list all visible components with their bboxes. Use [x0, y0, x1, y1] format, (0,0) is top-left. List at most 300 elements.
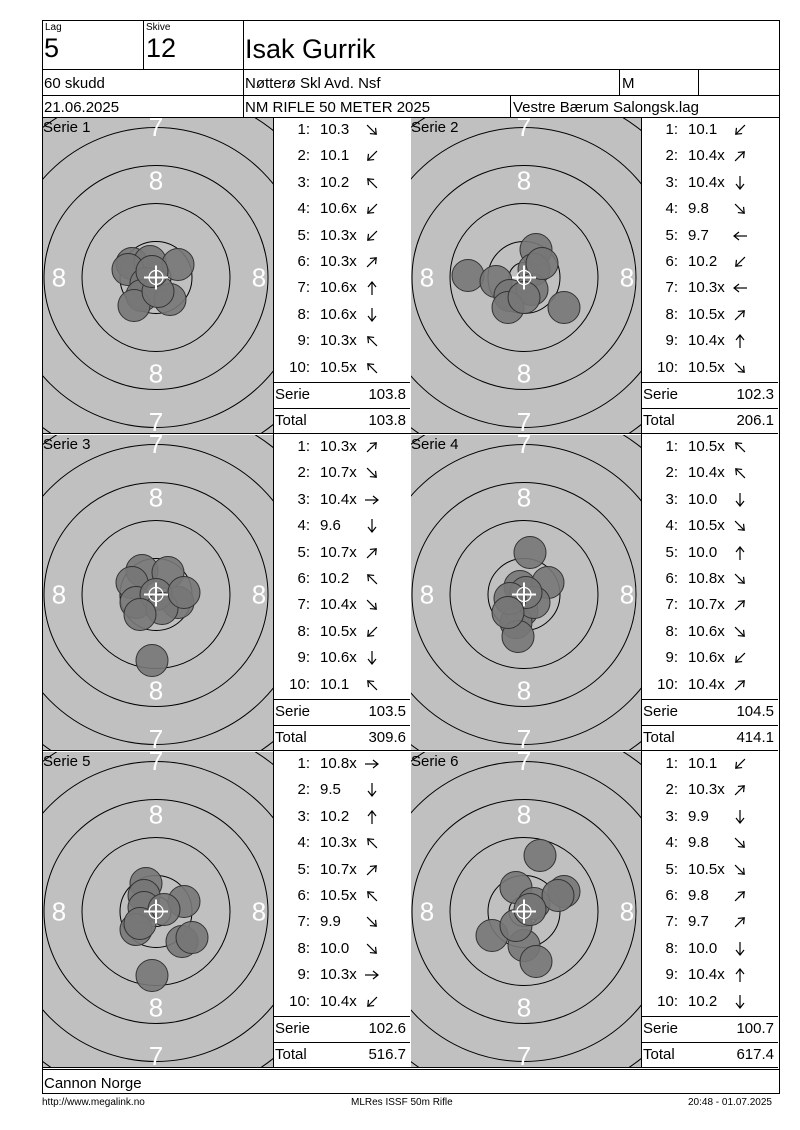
shot-number: 5: [665, 543, 678, 561]
shot-row [648, 755, 776, 775]
shot-value: 10.0 [688, 543, 718, 561]
serie-sum-label: Serie [643, 1020, 679, 1037]
shot-number: 7: [665, 596, 678, 614]
lag-label: Lag [45, 22, 62, 33]
shot-value: 10.6x [688, 649, 725, 667]
shot-hole [176, 922, 208, 954]
direction-arrow-icon [732, 941, 748, 957]
total-sum-label: Total [643, 1046, 675, 1063]
shot-row [280, 438, 408, 458]
serie-sum-label: Serie [275, 1020, 311, 1037]
shot-number: 1: [665, 438, 678, 455]
serie-sum-label: Serie [275, 703, 311, 720]
shot-value: 10.4x [688, 464, 725, 482]
direction-arrow-icon [732, 545, 748, 561]
shot-number: 8: [665, 939, 678, 957]
shot-row [280, 649, 408, 669]
total-sum-label: Total [643, 412, 675, 429]
serie-sum-value: 103.8 [368, 386, 406, 403]
shot-number: 9: [665, 966, 678, 984]
target-divider [641, 751, 642, 1068]
shot-row [280, 913, 408, 933]
shot-row [280, 121, 408, 141]
competition-date: 21.06.2025 [44, 99, 120, 116]
direction-arrow-icon [732, 571, 748, 587]
direction-arrow-icon [732, 492, 748, 508]
shot-number: 5: [297, 860, 310, 878]
shot-row [280, 359, 408, 379]
shot-value: 10.4x [688, 966, 725, 984]
ring-number-label: 8 [51, 579, 67, 610]
shot-row [280, 332, 408, 352]
direction-arrow-icon [732, 307, 748, 323]
shot-number: 5: [665, 226, 678, 244]
shot-value: 9.8 [688, 834, 709, 852]
shot-row [648, 861, 776, 881]
shot-number: 3: [665, 807, 678, 825]
shot-number: 5: [297, 543, 310, 561]
shot-number: 9: [297, 966, 310, 984]
direction-arrow-icon [364, 994, 380, 1010]
shot-row [648, 993, 776, 1013]
shot-value: 9.9 [320, 913, 341, 931]
shot-count: 60 skudd [44, 75, 105, 92]
shot-row [280, 755, 408, 775]
shot-value: 9.5 [320, 781, 341, 799]
target-divider [641, 434, 642, 751]
shot-value: 10.2 [320, 570, 350, 587]
shot-value: 10.7x [320, 464, 357, 482]
shot-number: 2: [665, 781, 678, 799]
shot-number: 3: [297, 490, 310, 508]
shot-value: 10.2 [320, 173, 350, 191]
footer-url[interactable]: http://www.megalink.no [42, 1097, 145, 1108]
direction-arrow-icon [364, 624, 380, 640]
serie-sum-value: 102.6 [368, 1020, 406, 1037]
series-block [410, 117, 778, 434]
shot-value: 10.2 [688, 992, 718, 1010]
shot-hole [492, 597, 524, 629]
shot-row [648, 596, 776, 616]
direction-arrow-icon [364, 888, 380, 904]
shot-row [648, 306, 776, 326]
direction-arrow-icon [732, 967, 748, 983]
shot-row [648, 834, 776, 854]
target-divider [273, 117, 274, 434]
total-sum-label: Total [643, 729, 675, 746]
shot-row [280, 596, 408, 616]
shot-number: 2: [297, 464, 310, 482]
shot-number: 10: [657, 675, 678, 693]
direction-arrow-icon [364, 439, 380, 455]
direction-arrow-icon [732, 254, 748, 270]
shot-number: 5: [665, 860, 678, 878]
shot-hole [514, 537, 546, 569]
footer-timestamp: 20:48 - 01.07.2025 [688, 1097, 772, 1108]
shot-row [648, 491, 776, 511]
shot-value: 10.4x [320, 992, 357, 1010]
shot-number: 5: [297, 226, 310, 244]
shot-row [280, 676, 408, 696]
shot-row [280, 940, 408, 960]
shot-number: 3: [665, 173, 678, 191]
summary-top-border [641, 699, 778, 700]
total-sum-value: 617.4 [736, 1046, 774, 1063]
target-face [411, 435, 641, 750]
series-block [410, 751, 778, 1068]
shot-row [280, 174, 408, 194]
direction-arrow-icon [732, 914, 748, 930]
summary-top-border [273, 699, 410, 700]
shot-number: 10: [657, 992, 678, 1010]
ring-number-label: 7 [516, 118, 532, 142]
total-sum-label: Total [275, 729, 307, 746]
target-face [43, 118, 273, 433]
block-bottom-border [42, 1067, 410, 1068]
shot-value: 10.4x [688, 147, 725, 165]
shot-row [280, 834, 408, 854]
summary-top-border [273, 382, 410, 383]
shot-number: 4: [297, 517, 310, 535]
direction-arrow-icon [732, 756, 748, 772]
shot-value: 10.3x [320, 438, 357, 455]
shot-row [648, 227, 776, 247]
club-name: Nøtterø Skl Avd. Nsf [245, 75, 381, 92]
shot-row [648, 517, 776, 537]
shot-value: 9.8 [688, 887, 709, 904]
ring-number-label: 8 [619, 262, 635, 293]
direction-arrow-icon [364, 677, 380, 693]
direction-arrow-icon [732, 650, 748, 666]
shot-value: 10.3x [320, 253, 357, 270]
shot-value: 10.2 [320, 807, 350, 825]
shot-row [280, 253, 408, 273]
direction-arrow-icon [364, 307, 380, 323]
shot-number: 1: [297, 438, 310, 455]
series-block [42, 751, 410, 1068]
ring-number-label: 8 [516, 165, 532, 196]
shot-number: 6: [297, 253, 310, 270]
ring-number-label: 8 [516, 358, 532, 389]
shot-row [648, 147, 776, 167]
serie-sum-label: Serie [643, 386, 679, 403]
direction-arrow-icon [732, 465, 748, 481]
shot-value: 10.3x [320, 226, 357, 244]
shot-row [648, 966, 776, 986]
shot-number: 10: [289, 675, 310, 693]
series-label: Serie 4 [411, 436, 459, 453]
shot-value: 10.1 [320, 147, 350, 165]
skive-label: Skive [146, 22, 171, 33]
shot-number: 8: [665, 305, 678, 323]
shot-number: 4: [665, 834, 678, 852]
shot-number: 4: [297, 834, 310, 852]
shooter-name: Isak Gurrik [245, 34, 376, 64]
direction-arrow-icon [364, 465, 380, 481]
direction-arrow-icon [364, 333, 380, 349]
shot-value: 10.8x [688, 570, 725, 587]
direction-arrow-icon [732, 624, 748, 640]
shot-value: 10.1 [688, 121, 718, 138]
ring-number-label: 8 [516, 799, 532, 830]
shot-value: 10.0 [688, 490, 718, 508]
series-label: Serie 3 [43, 436, 91, 453]
shot-value: 10.1 [320, 675, 350, 693]
ring-number-label: 8 [251, 262, 267, 293]
summary-mid-border [273, 725, 410, 726]
summary-mid-border [641, 408, 778, 409]
shot-row [280, 517, 408, 537]
shot-number: 9: [665, 649, 678, 667]
shot-row [648, 913, 776, 933]
shot-number: 6: [665, 887, 678, 904]
direction-arrow-icon [364, 175, 380, 191]
ring-number-label: 7 [148, 407, 164, 433]
shot-row [280, 570, 408, 590]
shot-value: 10.3x [320, 834, 357, 852]
shot-number: 9: [665, 332, 678, 350]
shot-row [648, 253, 776, 273]
shot-value: 10.1 [688, 755, 718, 772]
ring-number-label: 8 [419, 896, 435, 927]
serie-sum-value: 104.5 [736, 703, 774, 720]
shot-value: 10.4x [688, 675, 725, 693]
target-divider [273, 751, 274, 1068]
shot-number: 8: [297, 305, 310, 323]
direction-arrow-icon [732, 835, 748, 851]
total-sum-value: 103.8 [368, 412, 406, 429]
ring-number-label: 8 [148, 799, 164, 830]
target-divider [273, 434, 274, 751]
shot-row [648, 649, 776, 669]
summary-mid-border [273, 408, 410, 409]
direction-arrow-icon [364, 597, 380, 613]
shot-row [280, 993, 408, 1013]
shot-hole [452, 260, 484, 292]
shot-number: 6: [297, 887, 310, 904]
shot-row [280, 306, 408, 326]
shot-row [280, 200, 408, 220]
shot-value: 9.7 [688, 913, 709, 931]
direction-arrow-icon [732, 201, 748, 217]
shot-number: 7: [665, 279, 678, 297]
shot-row [648, 544, 776, 564]
shot-number: 7: [297, 596, 310, 614]
shot-row [280, 147, 408, 167]
direction-arrow-icon [364, 148, 380, 164]
ring-number-label: 8 [148, 358, 164, 389]
ring-number-label: 7 [516, 752, 532, 776]
direction-arrow-icon [364, 835, 380, 851]
shot-value: 10.5x [320, 358, 357, 376]
shot-row [280, 491, 408, 511]
series-label: Serie 6 [411, 753, 459, 770]
series-label: Serie 2 [411, 119, 459, 136]
shot-row [648, 332, 776, 352]
shot-number: 3: [665, 490, 678, 508]
skive-value: 12 [146, 33, 177, 63]
direction-arrow-icon [364, 122, 380, 138]
shot-number: 10: [289, 992, 310, 1010]
ring-number-label: 8 [619, 579, 635, 610]
direction-arrow-icon [732, 148, 748, 164]
summary-top-border [641, 382, 778, 383]
target-face [43, 752, 273, 1067]
shot-number: 7: [297, 913, 310, 931]
ring-number-label: 7 [148, 435, 164, 459]
direction-arrow-icon [732, 782, 748, 798]
shot-value: 10.6x [320, 279, 357, 297]
direction-arrow-icon [364, 756, 380, 772]
shot-row [280, 781, 408, 801]
shot-row [280, 966, 408, 986]
total-sum-label: Total [275, 412, 307, 429]
ring-number-label: 8 [619, 896, 635, 927]
shot-value: 9.7 [688, 226, 709, 244]
total-sum-value: 309.6 [368, 729, 406, 746]
direction-arrow-icon [364, 862, 380, 878]
ring-number-label: 8 [148, 675, 164, 706]
shot-row [280, 808, 408, 828]
shot-number: 2: [297, 147, 310, 165]
summary-mid-border [273, 1042, 410, 1043]
ring-number-label: 7 [148, 724, 164, 750]
shot-value: 9.6 [320, 517, 341, 535]
lag-value: 5 [44, 33, 60, 63]
direction-arrow-icon [364, 492, 380, 508]
ring-number-label: 7 [516, 1041, 532, 1067]
shot-value: 10.4x [320, 490, 357, 508]
shot-value: 9.8 [688, 200, 709, 218]
event-name: NM RIFLE 50 METER 2025 [245, 99, 431, 116]
shot-row [280, 279, 408, 299]
shot-row [280, 464, 408, 484]
shot-number: 8: [665, 622, 678, 640]
direction-arrow-icon [732, 280, 748, 296]
shot-value: 10.5x [688, 860, 725, 878]
summary-mid-border [641, 725, 778, 726]
shot-row [280, 227, 408, 247]
shot-number: 6: [665, 253, 678, 270]
shot-hole [514, 894, 546, 926]
shot-number: 8: [297, 622, 310, 640]
shot-row [648, 808, 776, 828]
shot-hole [548, 292, 580, 324]
ring-number-label: 8 [251, 896, 267, 927]
ring-number-label: 8 [51, 262, 67, 293]
target-face [411, 118, 641, 433]
ring-number-label: 8 [516, 992, 532, 1023]
shot-value: 10.3x [688, 781, 725, 799]
shot-value: 10.7x [320, 543, 357, 561]
shot-number: 4: [297, 200, 310, 218]
series-block [410, 434, 778, 751]
target-face [411, 752, 641, 1067]
shot-value: 10.6x [320, 649, 357, 667]
serie-sum-value: 102.3 [736, 386, 774, 403]
shot-hole [520, 946, 552, 978]
direction-arrow-icon [364, 201, 380, 217]
ring-number-label: 7 [148, 752, 164, 776]
shot-value: 10.7x [688, 596, 725, 614]
series-label: Serie 1 [43, 119, 91, 136]
direction-arrow-icon [732, 994, 748, 1010]
direction-arrow-icon [364, 782, 380, 798]
direction-arrow-icon [364, 571, 380, 587]
ring-number-label: 8 [516, 482, 532, 513]
series-block [42, 117, 410, 434]
shot-number: 6: [297, 570, 310, 587]
shot-value: 10.3x [320, 332, 357, 350]
shot-row [648, 279, 776, 299]
shot-value: 10.8x [320, 755, 357, 772]
direction-arrow-icon [364, 809, 380, 825]
direction-arrow-icon [364, 545, 380, 561]
shot-number: 4: [665, 517, 678, 535]
total-sum-value: 516.7 [368, 1046, 406, 1063]
direction-arrow-icon [364, 650, 380, 666]
gender-class: M [622, 75, 635, 92]
shot-number: 1: [297, 755, 310, 772]
shot-value: 10.5x [320, 622, 357, 640]
shot-hole [136, 645, 168, 677]
direction-arrow-icon [364, 941, 380, 957]
shot-number: 2: [665, 147, 678, 165]
shot-hole [524, 840, 556, 872]
shot-number: 6: [665, 570, 678, 587]
shot-hole [136, 960, 168, 992]
ring-number-label: 8 [516, 675, 532, 706]
target-face [43, 435, 273, 750]
shot-row [648, 174, 776, 194]
shot-value: 10.4x [688, 173, 725, 191]
ring-number-label: 7 [516, 724, 532, 750]
total-sum-value: 414.1 [736, 729, 774, 746]
shot-value: 10.2 [688, 253, 718, 270]
shot-number: 1: [297, 121, 310, 138]
shot-row [648, 676, 776, 696]
summary-mid-border [641, 1042, 778, 1043]
shot-value: 10.5x [688, 517, 725, 535]
ring-number-label: 7 [148, 118, 164, 142]
direction-arrow-icon [732, 175, 748, 191]
ring-number-label: 7 [516, 407, 532, 433]
shot-number: 7: [665, 913, 678, 931]
ring-number-label: 7 [148, 1041, 164, 1067]
shot-hole [168, 577, 200, 609]
shot-value: 10.3x [320, 966, 357, 984]
shot-number: 9: [297, 332, 310, 350]
shot-value: 10.7x [320, 860, 357, 878]
shot-row [280, 861, 408, 881]
shot-value: 10.3x [688, 279, 725, 297]
summary-top-border [273, 1016, 410, 1017]
total-sum-value: 206.1 [736, 412, 774, 429]
shot-row [648, 570, 776, 590]
shot-number: 3: [297, 807, 310, 825]
shot-number: 7: [297, 279, 310, 297]
target-divider [641, 117, 642, 434]
shot-row [648, 359, 776, 379]
shot-value: 10.6x [320, 305, 357, 323]
series-block [42, 434, 410, 751]
direction-arrow-icon [732, 677, 748, 693]
shot-number: 3: [297, 173, 310, 191]
shot-value: 10.5x [688, 358, 725, 376]
shot-row [648, 940, 776, 960]
serie-sum-label: Serie [275, 386, 311, 403]
shot-row [648, 623, 776, 643]
